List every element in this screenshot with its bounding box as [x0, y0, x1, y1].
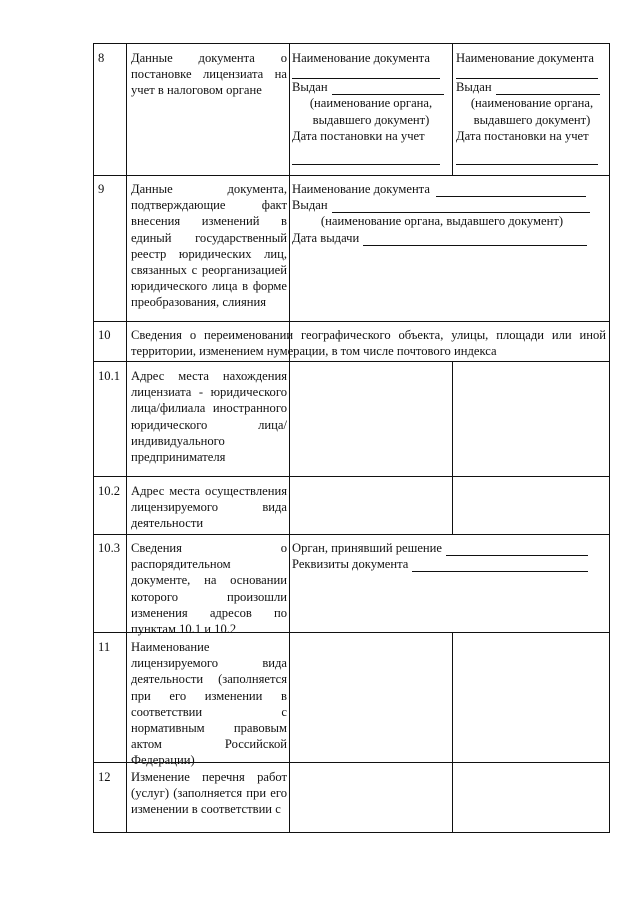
row-description: Изменение перечня работ (услуг) (заполняется при его изменении в соответствии с — [131, 770, 287, 817]
row-divider — [93, 534, 610, 535]
old-value-field[interactable] — [290, 633, 451, 761]
row-description: Данные документа, подтверждающие факт внесения изменений в единый государственный реестр юридических лиц, связанных с реорганизацией юридического лица в форме преобразования, слияния — [131, 182, 287, 310]
doc-name-field[interactable] — [292, 66, 440, 79]
row-number: 10.2 — [98, 484, 121, 498]
issuer-note: (наименование органа, выдавшего документ) — [320, 214, 564, 229]
reg-date-label: Дата постановки на учет — [292, 128, 425, 143]
new-value-field[interactable] — [453, 763, 608, 831]
authority-field[interactable] — [446, 543, 588, 556]
reg-date-field[interactable] — [456, 152, 598, 165]
issued-label: Выдан — [292, 80, 328, 95]
row-number: 9 — [98, 182, 105, 196]
old-value-field[interactable] — [290, 477, 451, 533]
requisites-label: Реквизиты документа — [292, 557, 409, 572]
row-description: Сведения о распорядительном документе, на основании которого произошли изменения адресов по пунктам 10.1 и 10.2 — [131, 541, 287, 637]
table-border-top — [93, 43, 610, 44]
new-value-field[interactable] — [453, 362, 608, 475]
row-description: Наименование лицензируемого вида деятельности (заполняется при его изменении в соответствии с нормативным правовым актом Российской Федерации) — [131, 640, 287, 768]
issued-field[interactable] — [332, 82, 444, 95]
row-divider — [93, 321, 610, 322]
row-divider — [93, 175, 610, 176]
issued-label: Выдан — [292, 198, 328, 213]
table-border-left — [93, 43, 94, 833]
doc-name-label: Наименование документа — [292, 182, 430, 196]
doc-name-label: Наименование документа — [292, 51, 430, 65]
new-value-field[interactable] — [453, 477, 608, 533]
old-value-field[interactable] — [290, 763, 451, 831]
issued-label: Выдан — [456, 80, 492, 95]
document-block — [292, 181, 607, 246]
authority-label: Орган, принявший решение — [292, 541, 443, 555]
row-number: 8 — [98, 51, 105, 65]
column-divider — [452, 43, 453, 175]
document-block-b — [456, 50, 608, 165]
doc-name-label: Наименование документа — [456, 51, 594, 65]
issued-field[interactable] — [496, 82, 600, 95]
doc-name-field[interactable] — [456, 66, 598, 79]
issuer-note: (наименование органа, выдавшего документ) — [470, 96, 594, 127]
row-description: Адрес места осуществления лицензируемого вида деятельности — [131, 484, 287, 531]
section-heading: Сведения о переименовании географического объекта, улицы, площади или иной территории, изменением нумерации, в том числе почтового индекса — [131, 328, 606, 359]
row-description: Данные документа о постановке лицензиата на учет в налоговом органе — [131, 51, 287, 98]
issue-date-label: Дата выдачи — [292, 230, 360, 245]
old-value-field[interactable] — [290, 362, 451, 475]
table-border-bottom — [93, 832, 610, 833]
reg-date-label: Дата постановки на учет — [456, 128, 589, 143]
row-number: 10 — [98, 328, 111, 342]
issued-field[interactable] — [332, 200, 590, 213]
issuer-note: (наименование органа, выдавшего документ) — [309, 96, 433, 127]
table-border-right — [609, 43, 610, 833]
order-document-block — [292, 540, 607, 572]
row-number: 11 — [98, 640, 111, 654]
row-number: 10.1 — [98, 369, 121, 383]
requisites-field[interactable] — [412, 559, 588, 572]
column-divider — [126, 43, 127, 833]
row-number: 10.3 — [98, 541, 121, 555]
new-value-field[interactable] — [453, 633, 608, 761]
row-description: Адрес места нахождения лицензиата - юридического лица/филиала иностранного юридического лица/индивидуального предпринимателя — [131, 369, 287, 465]
doc-name-field[interactable] — [436, 184, 586, 197]
reg-date-field[interactable] — [292, 152, 440, 165]
issue-date-field[interactable] — [363, 233, 587, 246]
row-number: 12 — [98, 770, 111, 784]
document-block-a — [292, 50, 450, 165]
